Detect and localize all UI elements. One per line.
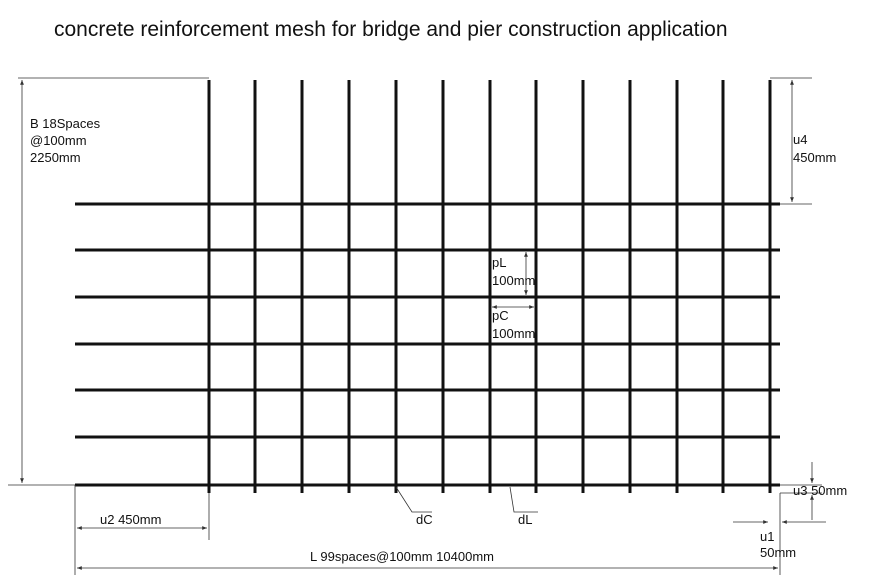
label-u1-line2: 50mm — [760, 545, 797, 560]
label-pc-line2: 100mm — [492, 326, 536, 341]
diameter-leaders — [396, 487, 538, 527]
dimension-l — [77, 549, 778, 568]
horizontal-bars — [75, 204, 780, 485]
diagram-title: concrete reinforcement mesh for bridge and pier construction application — [54, 18, 728, 41]
label-u4-line2: 450mm — [793, 150, 837, 165]
label-b-line2: @100mm — [30, 133, 87, 148]
label-dc: dC — [416, 512, 433, 527]
dimension-u4 — [770, 78, 836, 204]
label-u4-line1: u4 — [793, 132, 808, 147]
dimension-b — [8, 78, 209, 485]
label-u3: u3 50mm — [793, 483, 848, 498]
label-pl-line1: pL — [492, 255, 507, 270]
label-b-line1: B 18Spaces — [30, 116, 101, 131]
label-pc-line1: pC — [492, 308, 509, 323]
label-b-line3: 2250mm — [30, 150, 81, 165]
label-pl-line2: 100mm — [492, 273, 536, 288]
label-l-total: L 99spaces@100mm 10400mm — [310, 549, 494, 564]
label-dl: dL — [518, 512, 533, 527]
label-u1-line1: u1 — [760, 529, 775, 544]
vertical-bars — [209, 80, 770, 493]
dimension-u2 — [75, 485, 209, 575]
dimension-u3 — [780, 462, 847, 520]
label-u2: u2 450mm — [100, 512, 162, 527]
